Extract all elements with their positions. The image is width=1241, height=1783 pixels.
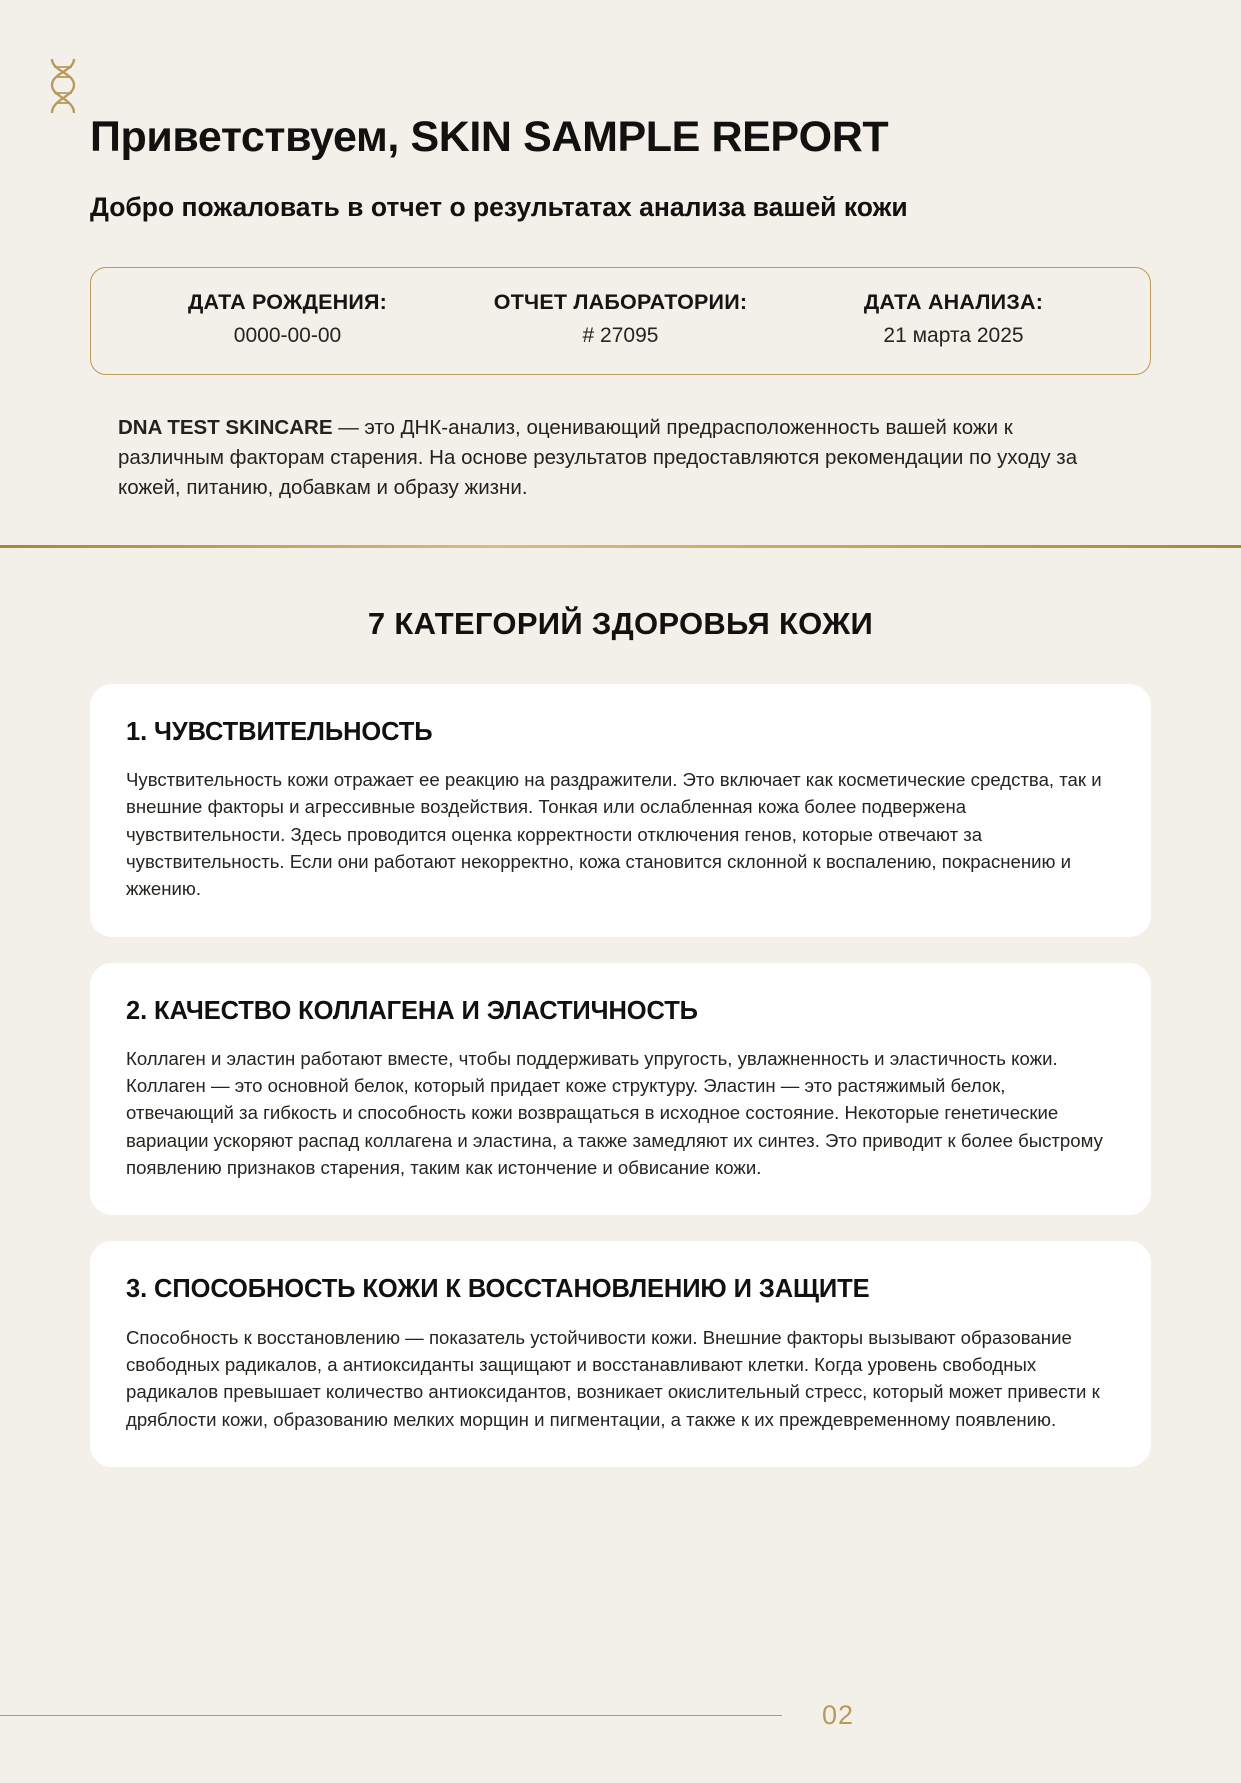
- category-card: [90, 1241, 1151, 1466]
- category-card-body: Коллаген и эластин работают вместе, чтобы поддерживать упругость, увлажненность и эластичность кожи. Коллаген — это основной белок, который придает коже структуру. Эластин — это растяжимый белок, отвечающий за гибкость и способность кожи возвращаться в исходное состояние. Некоторые генетические вариации ускоряют распад коллагена и эластина, а также замедляют их синтез. Это приводит к более быстрому появлению признаков старения, таким как истончение и обвисание кожи.: [126, 1047, 1103, 1179]
- footer-divider: [0, 1715, 782, 1717]
- page-title: Приветствуем, SKIN SAMPLE REPORT: [90, 112, 889, 161]
- category-card: [90, 684, 1151, 937]
- category-card: [90, 963, 1151, 1216]
- category-card-body: Способность к восстановлению — показатель устойчивости кожи. Внешние факторы вызывают образование свободных радикалов, а антиоксиданты защищают и восстанавливают клетки. Когда уровень свободных радикалов превышает количество антиоксидантов, возникает окислительный стресс, который может привести к дряблости кожи, образованию мелких морщин и пигментации, а также к их преждевременному появлению.: [126, 1326, 1100, 1430]
- info-field-birthdate: [121, 290, 454, 348]
- section-title: 7 КАТЕГОРИЙ ЗДОРОВЬЯ КОЖИ: [367, 605, 874, 641]
- intro-lead: DNA TEST SKINCARE: [118, 415, 333, 439]
- category-card-list: [90, 684, 1151, 1467]
- report-info-box: [90, 267, 1151, 375]
- report-page: [0, 29, 1241, 1783]
- info-label: ДАТА РОЖДЕНИЯ:: [187, 289, 388, 314]
- page-subtitle: Добро пожаловать в отчет о результатах анализа вашей кожи: [90, 191, 908, 222]
- info-value: 0000-00-00: [233, 323, 342, 347]
- info-field-analysis-date: [787, 290, 1120, 348]
- page-footer: [0, 1700, 1241, 1731]
- info-label: ДАТА АНАЛИЗА:: [863, 289, 1044, 314]
- dna-helix-logo: [42, 57, 84, 117]
- category-card-title: 1. ЧУВСТВИТЕЛЬНОСТЬ: [126, 717, 433, 746]
- category-card-title: 3. СПОСОБНОСТЬ КОЖИ К ВОССТАНОВЛЕНИЮ И ЗАЩИТЕ: [126, 1275, 870, 1304]
- info-value: # 27095: [582, 323, 659, 347]
- category-card-body: Чувствительность кожи отражает ее реакцию на раздражители. Это включает как косметические средства, так и внешние факторы и агрессивные воздействия. Тонкая или ослабленная кожа более подвержена чувствительности. Здесь проводится оценка корректности отключения генов, которые отвечают за чувствительность. Если они работают некорректно, кожа становится склонной к воспалению, покраснению и жжению.: [126, 768, 1102, 900]
- header-block: [0, 29, 1241, 225]
- info-label: ОТЧЕТ ЛАБОРАТОРИИ:: [493, 289, 748, 314]
- intro-text: — это ДНК-анализ, оценивающий предрасположенность вашей кожи к различным факторам старения. На основе результатов предоставляются рекомендации по уходу за кожей, питанию, добавкам и образу жизни.: [118, 415, 1078, 500]
- info-value: 21 марта 2025: [883, 323, 1024, 347]
- intro-paragraph: [118, 413, 1123, 503]
- gold-divider: [0, 545, 1241, 548]
- category-card-title: 2. КАЧЕСТВО КОЛЛАГЕНА И ЭЛАСТИЧНОСТЬ: [126, 996, 698, 1025]
- info-field-lab-report: [454, 290, 787, 348]
- page-number: 02: [822, 1699, 855, 1730]
